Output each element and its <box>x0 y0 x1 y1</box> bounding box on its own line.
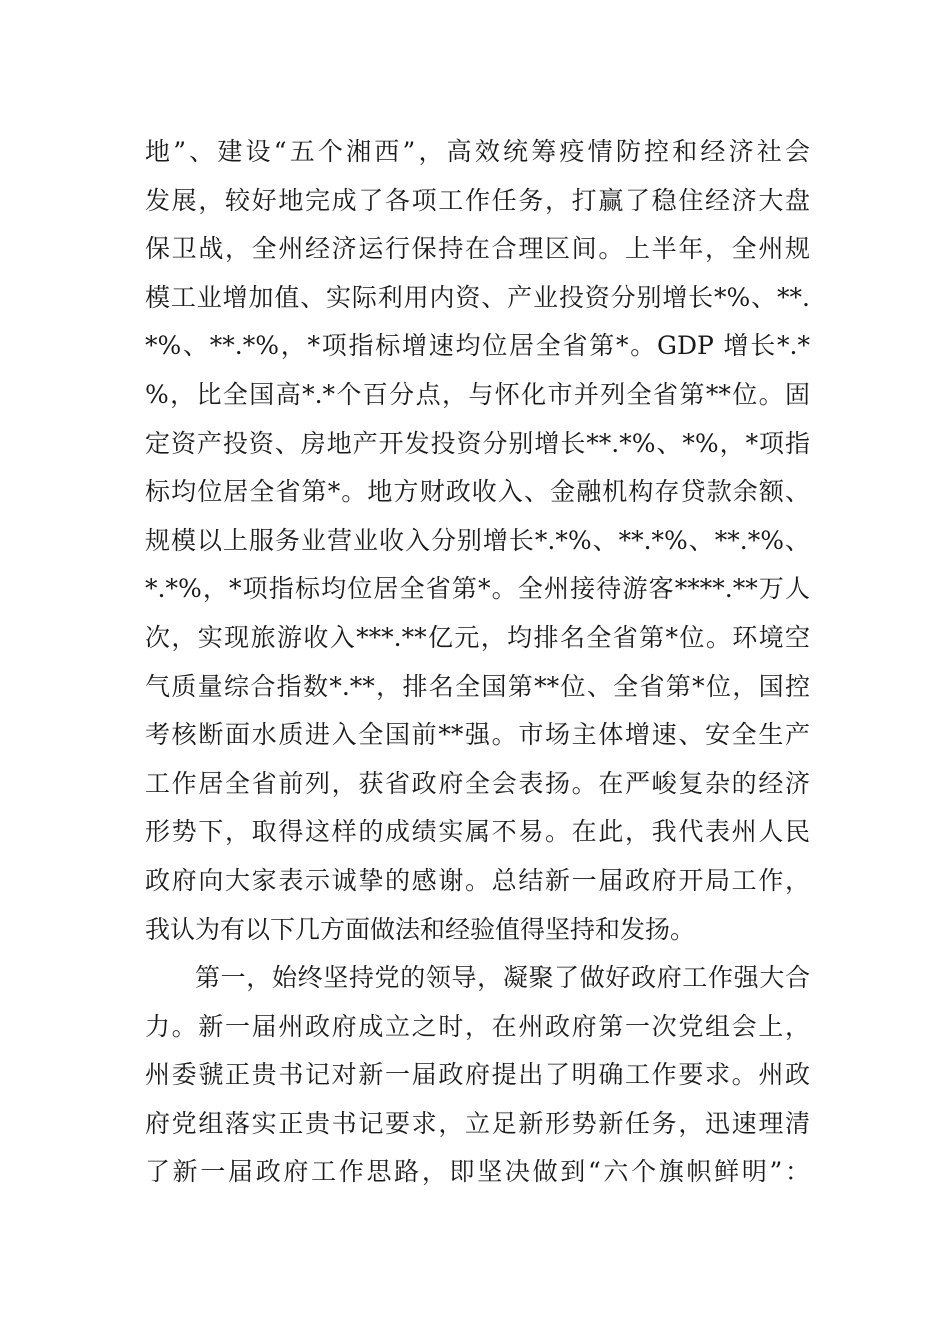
paragraph-end-line: 我认为有以下几方面做法和经验值得坚持和发扬。 <box>145 914 696 944</box>
text-line: 政府向大家表示诚挚的感谢。总结新一届政府开局工作， <box>145 865 810 895</box>
text-line: 力。新一届州政府成立之时，在州政府第一次党组会上， <box>145 1011 810 1041</box>
text-line: 州委虢正贵书记对新一届政府提出了明确工作要求。州政 <box>145 1060 810 1090</box>
paragraph-start-line: 第一，始终坚持党的领导，凝聚了做好政府工作强大合 <box>195 963 810 993</box>
text-line: 保卫战，全州经济运行保持在合理区间。上半年，全州规 <box>145 234 810 264</box>
text-line: %，比全国高*.*个百分点，与怀化市并列全省第**位。固 <box>145 379 810 409</box>
text-line: 形势下，取得这样的成绩实属不易。在此，我代表州人民 <box>145 817 810 847</box>
body-text <box>145 128 810 1197</box>
text-line: *%、**.*%，*项指标增速均位居全省第*。GDP 增长*.* <box>145 331 810 361</box>
text-line: 考核断面水质进入全国前**强。市场主体增速、安全生产 <box>145 720 810 750</box>
text-line: 标均位居全省第*。地方财政收入、金融机构存贷款余额、 <box>145 477 810 507</box>
text-line: 发展，较好地完成了各项工作任务，打赢了稳住经济大盘 <box>145 185 810 215</box>
text-line: 了新一届政府工作思路，即坚决做到“六个旗帜鲜明”： <box>145 1157 810 1187</box>
text-line: 模工业增加值、实际利用内资、产业投资分别增长*%、**. <box>145 282 810 312</box>
text-line: 气质量综合指数*.**，排名全国第**位、全省第*位，国控 <box>145 671 810 701</box>
text-line: 规模以上服务业营业收入分别增长*.*%、**.*%、**.*%、 <box>145 525 810 555</box>
text-line: 次，实现旅游收入***.**亿元，均排名全省第*位。环境空 <box>145 622 810 652</box>
text-line: 府党组落实正贵书记要求，立足新形势新任务，迅速理清 <box>145 1108 810 1138</box>
text-line: *.*%，*项指标均位居全省第*。全州接待游客****.**万人 <box>145 574 810 604</box>
text-line: 工作居全省前列，获省政府全会表扬。在严峻复杂的经济 <box>145 768 810 798</box>
text-line: 地”、建设“五个湘西”，高效统筹疫情防控和经济社会 <box>145 137 810 166</box>
text-line: 定资产投资、房地产开发投资分别增长**.*%、*%，*项指 <box>145 428 810 458</box>
